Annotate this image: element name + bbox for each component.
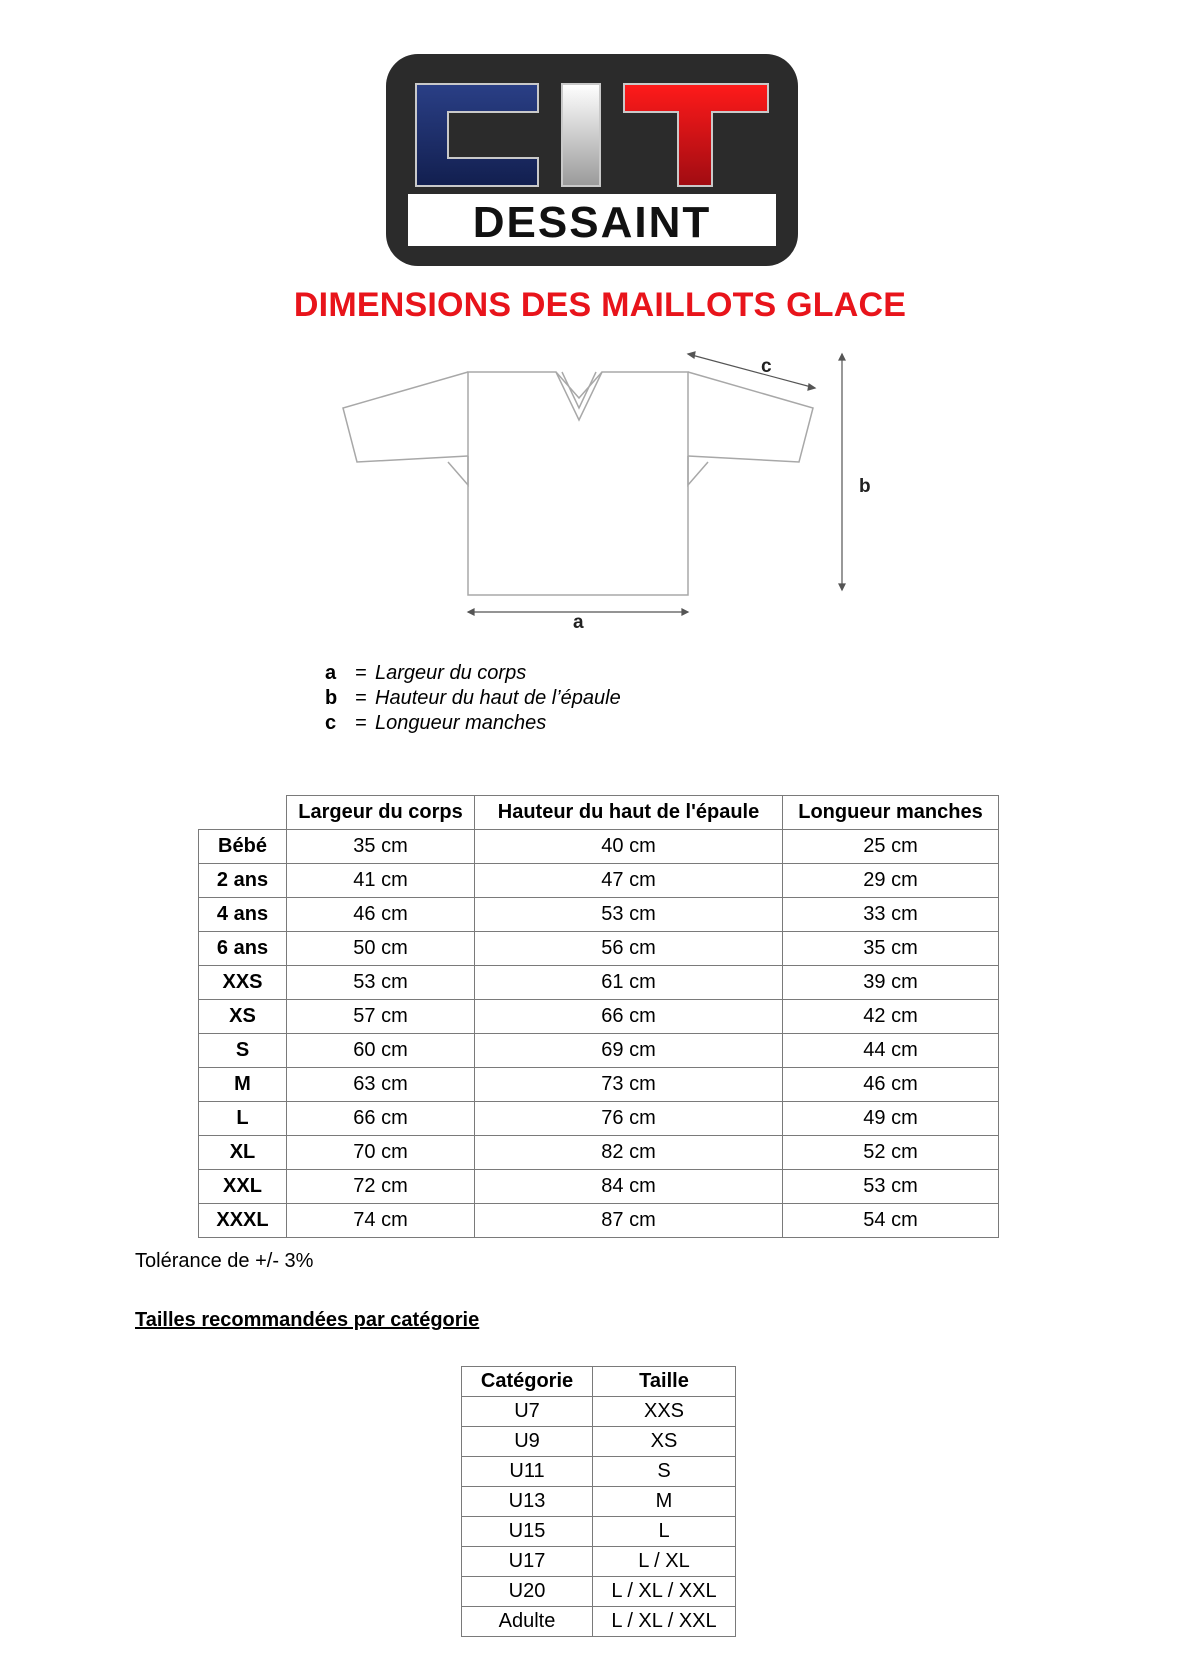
table-row bbox=[199, 864, 999, 898]
legend-row bbox=[325, 662, 526, 686]
column-header: Hauteur du haut de l'épaule bbox=[475, 796, 783, 830]
category-cell: Adulte bbox=[462, 1607, 593, 1637]
legend-key: c bbox=[325, 712, 337, 734]
category-cell: U7 bbox=[462, 1397, 593, 1427]
table-row bbox=[462, 1607, 736, 1637]
size-label: XXL bbox=[199, 1170, 287, 1204]
size-cell: L bbox=[593, 1517, 736, 1547]
legend-equals: = bbox=[355, 662, 367, 684]
legend-equals: = bbox=[355, 712, 367, 734]
table-cell: 66 cm bbox=[287, 1102, 475, 1136]
logo-dessaint-text: DESSAINT bbox=[472, 198, 712, 247]
column-header: Catégorie bbox=[462, 1367, 593, 1397]
size-label: S bbox=[199, 1034, 287, 1068]
table-row bbox=[462, 1517, 736, 1547]
size-cell: XXS bbox=[593, 1397, 736, 1427]
column-header: Taille bbox=[593, 1367, 736, 1397]
legend-row bbox=[325, 712, 546, 736]
jersey-diagram bbox=[330, 350, 890, 640]
table-cell: 46 cm bbox=[783, 1068, 999, 1102]
category-table bbox=[461, 1366, 736, 1637]
table-cell: 46 cm bbox=[287, 898, 475, 932]
tolerance-note: Tolérance de +/- 3% bbox=[135, 1250, 314, 1272]
table-row bbox=[199, 1068, 999, 1102]
table-cell: 57 cm bbox=[287, 1000, 475, 1034]
table-cell: 39 cm bbox=[783, 966, 999, 1000]
table-cell: 70 cm bbox=[287, 1136, 475, 1170]
column-header: Longueur manches bbox=[783, 796, 999, 830]
size-cell: XS bbox=[593, 1427, 736, 1457]
table-row bbox=[462, 1397, 736, 1427]
category-cell: U11 bbox=[462, 1457, 593, 1487]
table-cell: 44 cm bbox=[783, 1034, 999, 1068]
size-cell: L / XL / XXL bbox=[593, 1577, 736, 1607]
legend-equals: = bbox=[355, 687, 367, 709]
size-label: L bbox=[199, 1102, 287, 1136]
table-row bbox=[462, 1457, 736, 1487]
size-cell: M bbox=[593, 1487, 736, 1517]
table-cell: 42 cm bbox=[783, 1000, 999, 1034]
table-cell: 47 cm bbox=[475, 864, 783, 898]
category-cell: U17 bbox=[462, 1547, 593, 1577]
size-label: 6 ans bbox=[199, 932, 287, 966]
column-header: Largeur du corps bbox=[287, 796, 475, 830]
table-row bbox=[462, 1427, 736, 1457]
size-cell: L / XL bbox=[593, 1547, 736, 1577]
table-row bbox=[199, 898, 999, 932]
size-cell: L / XL / XXL bbox=[593, 1607, 736, 1637]
legend-key: b bbox=[325, 687, 338, 709]
table-cell: 54 cm bbox=[783, 1204, 999, 1238]
table-row bbox=[462, 1487, 736, 1517]
legend-description: Longueur manches bbox=[375, 712, 547, 734]
recommended-sizes-heading: Tailles recommandées par catégorie bbox=[135, 1309, 480, 1331]
table-cell: 82 cm bbox=[475, 1136, 783, 1170]
category-table-header-row bbox=[462, 1367, 736, 1397]
table-cell: 50 cm bbox=[287, 932, 475, 966]
table-row bbox=[199, 1136, 999, 1170]
legend-row bbox=[325, 687, 621, 711]
category-cell: U13 bbox=[462, 1487, 593, 1517]
table-row bbox=[199, 932, 999, 966]
size-label: Bébé bbox=[199, 830, 287, 864]
legend-description: Hauteur du haut de l’épaule bbox=[375, 687, 621, 709]
table-cell: 33 cm bbox=[783, 898, 999, 932]
size-label: XS bbox=[199, 1000, 287, 1034]
legend-description: Largeur du corps bbox=[375, 662, 527, 684]
size-label: 2 ans bbox=[199, 864, 287, 898]
category-cell: U15 bbox=[462, 1517, 593, 1547]
diagram-label-c: c bbox=[761, 356, 772, 377]
table-cell: 73 cm bbox=[475, 1068, 783, 1102]
page-title: DIMENSIONS DES MAILLOTS GLACE bbox=[293, 286, 907, 324]
table-cell: 66 cm bbox=[475, 1000, 783, 1034]
table-cell: 52 cm bbox=[783, 1136, 999, 1170]
table-row bbox=[199, 1170, 999, 1204]
table-row bbox=[462, 1547, 736, 1577]
table-cell: 53 cm bbox=[475, 898, 783, 932]
table-cell: 41 cm bbox=[287, 864, 475, 898]
table-cell: 53 cm bbox=[783, 1170, 999, 1204]
table-cell: 61 cm bbox=[475, 966, 783, 1000]
category-cell: U9 bbox=[462, 1427, 593, 1457]
size-table bbox=[198, 795, 999, 1238]
table-cell: 35 cm bbox=[287, 830, 475, 864]
table-cell: 49 cm bbox=[783, 1102, 999, 1136]
table-cell: 60 cm bbox=[287, 1034, 475, 1068]
table-cell: 74 cm bbox=[287, 1204, 475, 1238]
table-row bbox=[199, 1204, 999, 1238]
table-cell: 40 cm bbox=[475, 830, 783, 864]
table-cell: 84 cm bbox=[475, 1170, 783, 1204]
size-table-corner bbox=[199, 796, 287, 830]
size-label: XL bbox=[199, 1136, 287, 1170]
table-cell: 87 cm bbox=[475, 1204, 783, 1238]
legend-key: a bbox=[325, 662, 337, 684]
table-cell: 56 cm bbox=[475, 932, 783, 966]
table-row bbox=[199, 830, 999, 864]
category-cell: U20 bbox=[462, 1577, 593, 1607]
table-row bbox=[199, 966, 999, 1000]
cit-dessaint-logo bbox=[386, 54, 798, 266]
size-label: XXS bbox=[199, 966, 287, 1000]
table-cell: 29 cm bbox=[783, 864, 999, 898]
table-cell: 63 cm bbox=[287, 1068, 475, 1102]
size-label: M bbox=[199, 1068, 287, 1102]
table-cell: 72 cm bbox=[287, 1170, 475, 1204]
size-cell: S bbox=[593, 1457, 736, 1487]
size-label: XXXL bbox=[199, 1204, 287, 1238]
table-cell: 25 cm bbox=[783, 830, 999, 864]
table-cell: 69 cm bbox=[475, 1034, 783, 1068]
table-row bbox=[199, 1034, 999, 1068]
table-cell: 53 cm bbox=[287, 966, 475, 1000]
diagram-label-a: a bbox=[573, 612, 584, 633]
table-row bbox=[462, 1577, 736, 1607]
table-cell: 35 cm bbox=[783, 932, 999, 966]
diagram-label-b: b bbox=[859, 476, 871, 497]
table-row bbox=[199, 1000, 999, 1034]
size-table-header-row bbox=[199, 796, 999, 830]
size-label: 4 ans bbox=[199, 898, 287, 932]
table-cell: 76 cm bbox=[475, 1102, 783, 1136]
table-row bbox=[199, 1102, 999, 1136]
